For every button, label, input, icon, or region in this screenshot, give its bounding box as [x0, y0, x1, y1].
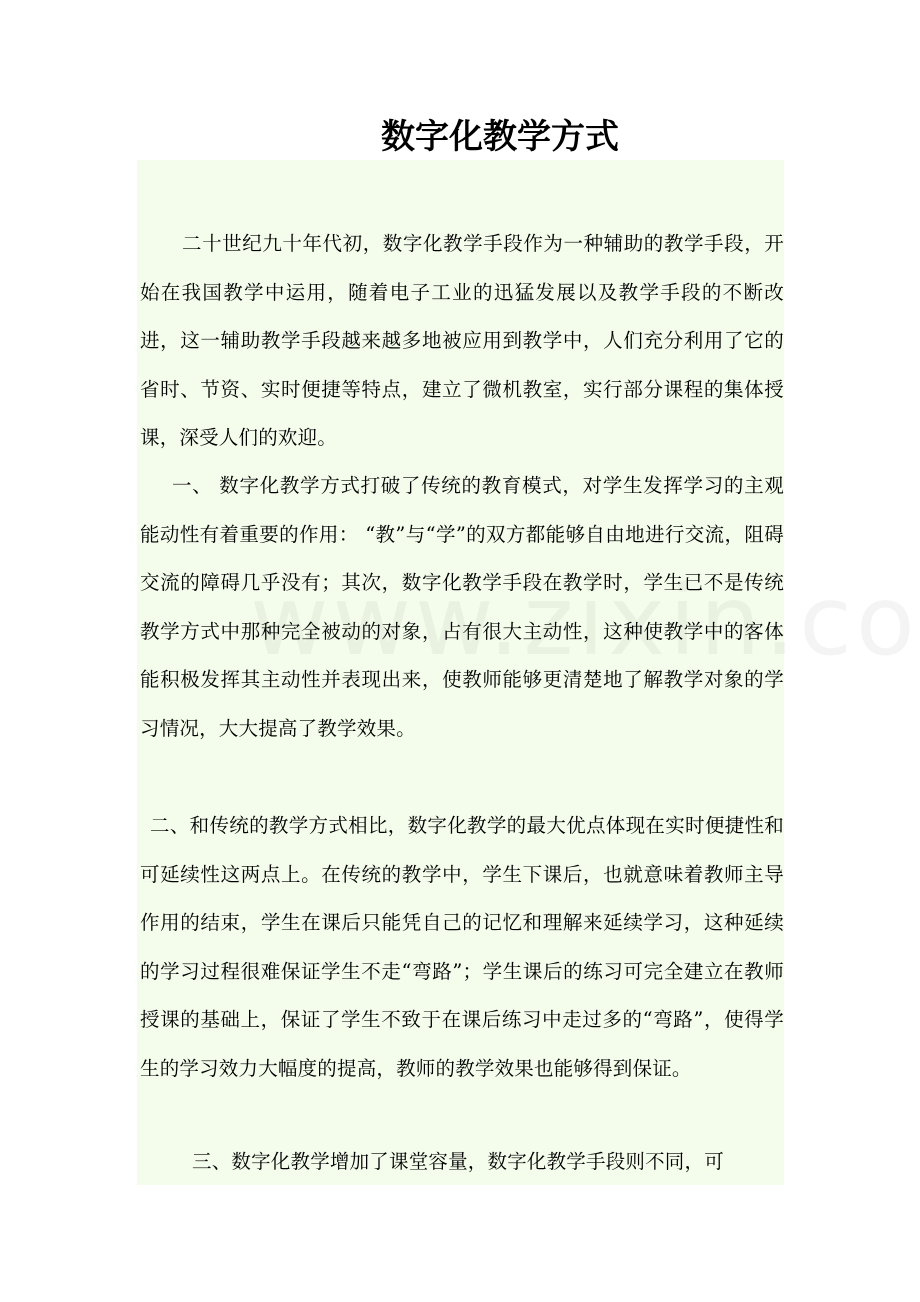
paragraph-intro: 二十世纪九十年代初，数字化教学手段作为一种辅助的教学手段，开始在我国教学中运用，随着电子工业的迅猛发展以及教学手段的不断改进，这一辅助教学手段越来越多地被应用到教学中，人们充分利用了它的省时、节资、实时便捷等特点，建立了微机教室，实行部分课程的集体授课，深受人们的欢迎。	[140, 232, 784, 449]
paragraph-point-three: 三、数字化教学增加了课堂容量，数字化教学手段则不同，可	[192, 1150, 724, 1173]
paragraph-point-one: 一、 数字化教学方式打破了传统的教育模式，对学生发挥学习的主观能动性有着重要的作用： “教”与“学”的双方都能够自由地进行交流，阻碍交流的障碍几乎没有；其次，数字化教学手段在教学时，学生已不是传统教学方式中那种完全被动的对象，占有很大主动性，这种使教学中的客体能积极发挥其主动性并表现出来，使教师能够更清楚地了解教学对象的学习情况，大大提高了教学效果。	[140, 474, 784, 740]
document-title: 数字化教学方式	[381, 117, 619, 157]
paragraph-point-two: 二、和传统的教学方式相比，数字化教学的最大优点体现在实时便捷性和可延续性这两点上。在传统的教学中，学生下课后，也就意味着教师主导作用的结束，学生在课后只能凭自己的记忆和理解来延续学习，这种延续的学习过程很难保证学生不走“弯路”；学生课后的练习可完全建立在教师授课的基础上，保证了学生不致于在课后练习中走过多的“弯路”，使得学生的学习效力大幅度的提高，教师的教学效果也能够得到保证。	[140, 814, 784, 1080]
